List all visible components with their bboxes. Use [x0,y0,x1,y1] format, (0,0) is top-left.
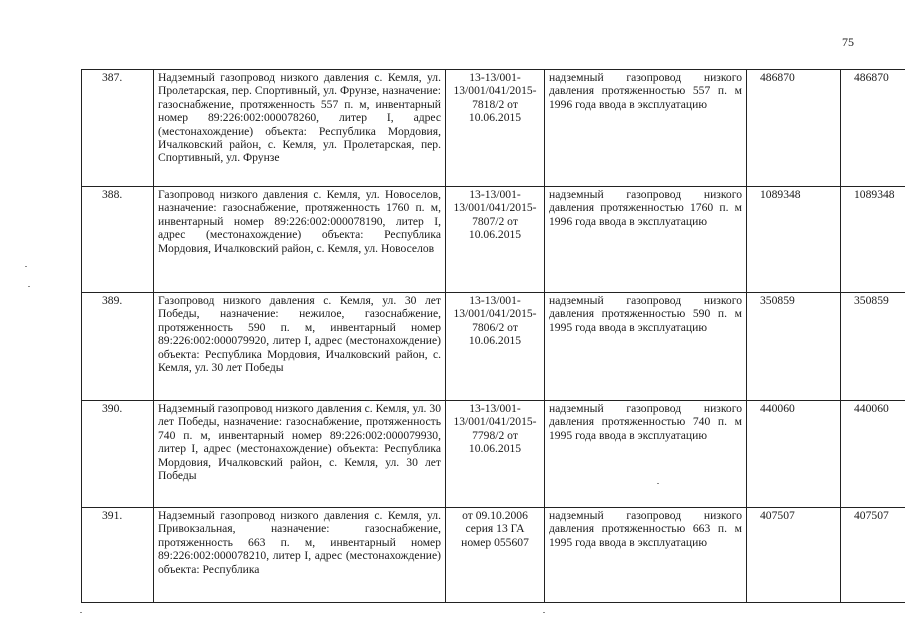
object-description: Надземный газопровод низкого давления с. Кемля, ул. 30 лет Победы, назначение: газоснабжение, протяженность 740 п. м, инвентарный номер 89:226:002:000079930, литер I, адрес (местонахождение) объекта: Республика Мордовия, Ичалковский район, с. Кемля, ул. 30 лет Победы [154,401,446,508]
scan-speck [543,612,545,613]
registration-record: 13-13/001- 13/001/041/2015- 7818/2 от 10.06.2015 [446,70,545,187]
row-number: 391. [82,508,154,603]
value-cell: 486870 [747,70,841,187]
value-cell: 407507 [747,508,841,603]
object-characteristics: надземный газопровод низкого давления протяженностью 590 п. м 1995 года ввода в эксплуатацию [545,293,747,401]
scan-speck [25,266,27,267]
object-characteristics: надземный газопровод низкого давления протяженностью 740 п. м 1995 года ввода в эксплуатацию [545,401,747,508]
value-cell: 486870 [841,70,905,187]
registration-record: 13-13/001- 13/001/041/2015- 7798/2 от 10.06.2015 [446,401,545,508]
value-cell: 407507 [841,508,905,603]
scan-speck [657,483,659,484]
value-cell: 350859 [841,293,905,401]
table-row [82,508,905,603]
registration-record: 13-13/001- 13/001/041/2015- 7806/2 от 10.06.2015 [446,293,545,401]
table-row [82,293,905,401]
registry-table [81,69,905,603]
page-number: 75 [842,35,854,49]
value-cell: 1089348 [841,187,905,293]
object-description: Газопровод низкого давления с. Кемля, ул. 30 лет Победы, назначение: нежилое, газоснабжение, протяженность 590 п. м, инвентарный номер 89:226:002:000079920, литер I, адрес (местонахождение) объекта: Республика Мордовия, Ичалковский район, с. Кемля, ул. 30 лет Победы [154,293,446,401]
object-characteristics: надземный газопровод низкого давления протяженностью 557 п. м 1996 года ввода в эксплуатацию [545,70,747,187]
row-number: 387. [82,70,154,187]
object-description: Газопровод низкого давления с. Кемля, ул. Новоселов, назначение: газоснабжение, протяженность 1760 п. м, инвентарный номер 89:226:002:000078190, литер I, адрес (местонахождение) объекта: Республика Мордовия, Ичалковский район, с. Кемля, ул. Новоселов [154,187,446,293]
value-cell: 350859 [747,293,841,401]
value-cell: 440060 [841,401,905,508]
scan-speck [28,286,30,287]
row-number: 389. [82,293,154,401]
value-cell: 1089348 [747,187,841,293]
table-row [82,187,905,293]
registration-record: 13-13/001- 13/001/041/2015- 7807/2 от 10.06.2015 [446,187,545,293]
row-number: 388. [82,187,154,293]
value-cell: 440060 [747,401,841,508]
object-characteristics: надземный газопровод низкого давления протяженностью 1760 п. м 1996 года ввода в эксплуатацию [545,187,747,293]
table-row [82,401,905,508]
scan-speck [80,612,82,613]
row-number: 390. [82,401,154,508]
object-description: Надземный газопровод низкого давления с. Кемля, ул. Пролетарская, пер. Спортивный, ул. Фрунзе, назначение: газоснабжение, протяженность 557 п. м, инвентарный номер 89:226:002:000078260, литер I, адрес (местонахождение) объекта: Республика Мордовия, Ичалковский район, с. Кемля, ул. Пролетарская, пер. Спортивный, ул. Фрунзе [154,70,446,187]
registration-record: от 09.10.2006 серия 13 ГА номер 055607 [446,508,545,603]
object-characteristics: надземный газопровод низкого давления протяженностью 663 п. м 1995 года ввода в эксплуатацию [545,508,747,603]
table-row [82,70,905,187]
object-description: Надземный газопровод низкого давления с. Кемля, ул. Привокзальная, назначение: газоснабжение, протяженность 663 п. м, инвентарный номер 89:226:002:000078210, литер I, адрес (местонахождение) объекта: Республика [154,508,446,603]
